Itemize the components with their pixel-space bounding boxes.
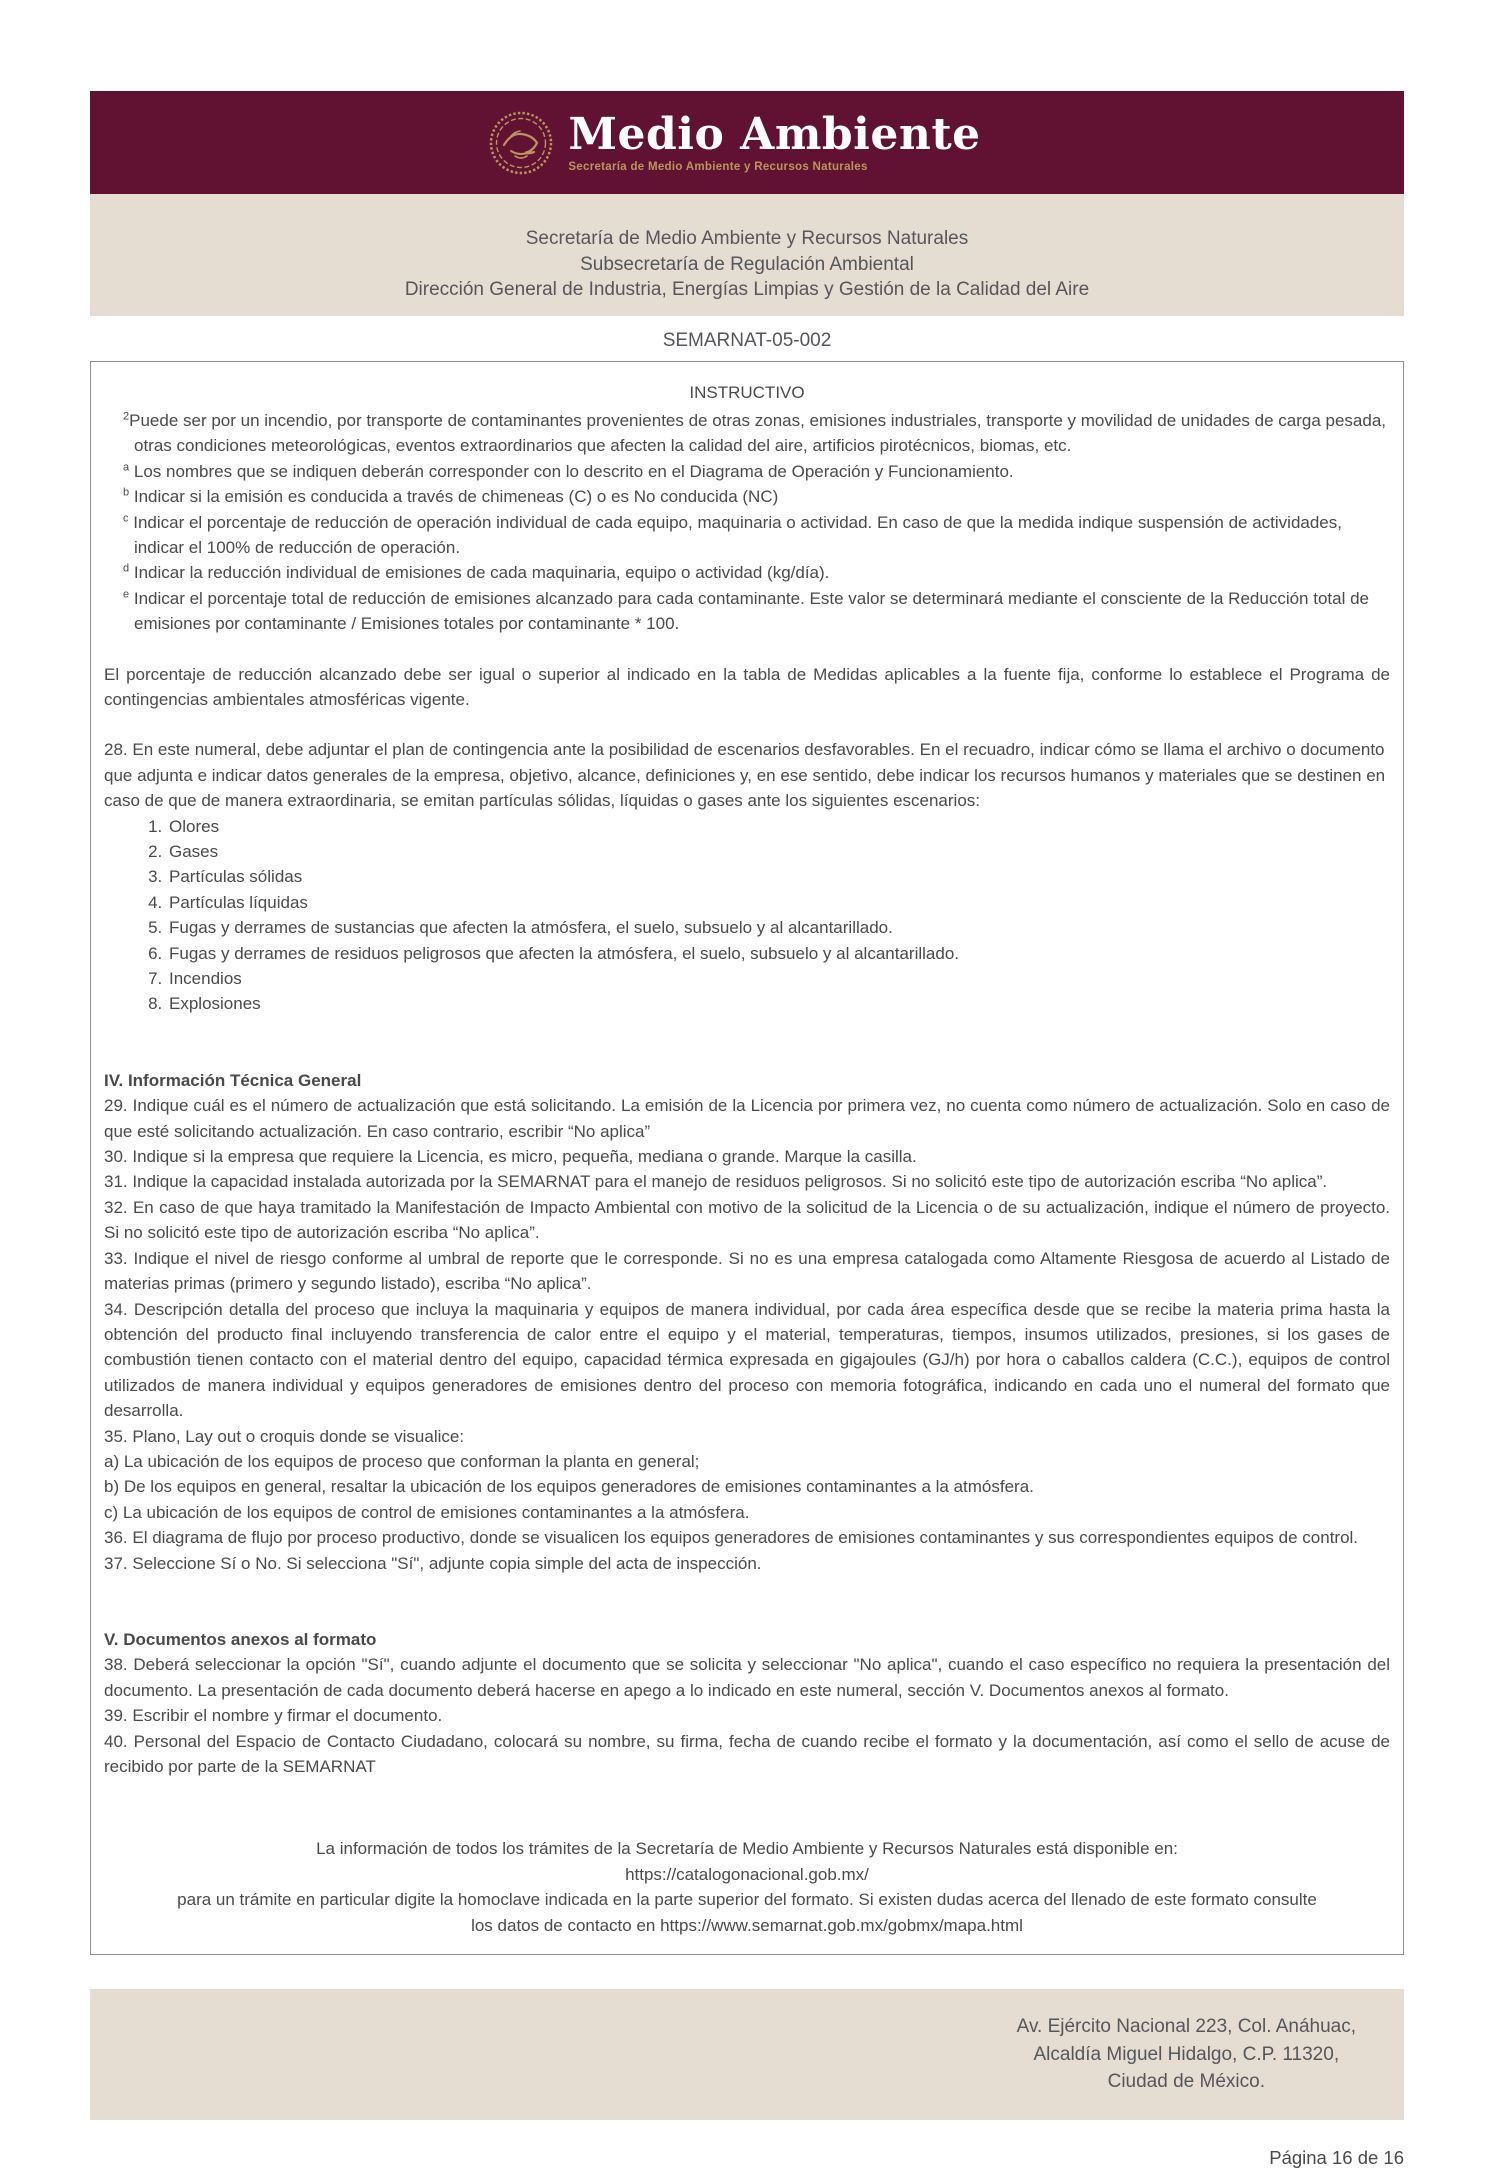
footnote-marker: a bbox=[123, 461, 130, 474]
scenario-item: 4. Partículas líquidas bbox=[167, 890, 1390, 915]
semarnat-contact-url: los datos de contacto en https://www.semarnat.gob.mx/gobmx/mapa.html bbox=[471, 1915, 1023, 1935]
instruction-item-29: 29. Indique cuál es el número de actualización que está solicitando. La emisión de la Licencia por primera vez, no cuenta como número de actualización. Solo en caso de que esté solicitando actualización. En caso contrario, escribir “No aplica” bbox=[104, 1096, 1390, 1141]
footnote-e bbox=[123, 586, 1390, 637]
section-4-items bbox=[104, 1093, 1390, 1576]
instructivo-title: INSTRUCTIVO bbox=[689, 382, 805, 402]
brand-header-band bbox=[90, 91, 1404, 194]
instruction-item-31: 31. Indique la capacidad instalada autorizada por la SEMARNAT para el manejo de residuos peligrosos. Si no solicitó este tipo de autorización escriba “No aplica”. bbox=[104, 1172, 1328, 1192]
logo-title: Medio Ambiente bbox=[568, 109, 981, 160]
tramites-info-note bbox=[104, 1836, 1390, 1938]
instruction-item-38: 38. Deberá seleccionar la opción "Sí", cuando adjunte el documento que se solicita y seleccionar "No aplica", cuando el caso específico no requiera la presentación del documento. La presentación de cada documento deberá hacerse en apego a lo indicado en este numeral, sección V. Documentos anexos al formato. bbox=[104, 1655, 1390, 1700]
footnote-marker: 2 bbox=[123, 410, 130, 423]
address-line-municipality: Alcaldía Miguel Hidalgo, C.P. 11320, bbox=[1033, 2043, 1340, 2065]
footnote-a bbox=[123, 459, 1390, 484]
page-number: Página 16 de 16 bbox=[1269, 2147, 1404, 2169]
paragraph-reduction: El porcentaje de reducción alcanzado debe ser igual o superior al indicado en la tabla de Medidas aplicables a la fuente fija, conforme lo establece el Programa de contingencias ambientales atmosféricas vigente. bbox=[104, 664, 1390, 709]
scenario-item: 2. Gases bbox=[167, 839, 1390, 864]
scenario-item: 6. Fugas y derrames de residuos peligrosos que afecten la atmósfera, el suelo, subsuelo y al alcantarillado. bbox=[167, 941, 1390, 966]
footnote-2 bbox=[123, 408, 1390, 459]
footnote-text: Indicar el porcentaje de reducción de operación individual de cada equipo, maquinaria o actividad. En caso de que la medida indique suspensión de actividades, indicar el 100% de reducción de operación. bbox=[133, 512, 1342, 557]
footnote-marker: d bbox=[123, 562, 130, 575]
footnote-text: Indicar si la emisión es conducida a través de chimeneas (C) o es No conducida (NC) bbox=[133, 487, 779, 507]
instruction-item-35: 35. Plano, Lay out o croquis donde se visualice: bbox=[104, 1426, 465, 1446]
instruction-item-35c: c) La ubicación de los equipos de control de emisiones contaminantes a la atmósfera. bbox=[104, 1502, 750, 1522]
instruction-item-35a: a) La ubicación de los equipos de proceso que conforman la planta en general; bbox=[104, 1451, 700, 1471]
catalogo-nacional-url: https://catalogonacional.gob.mx/ bbox=[625, 1864, 869, 1884]
footnote-text: Puede ser por un incendio, por transporte de contaminantes provenientes de otras zonas, emisiones industriales, transporte y movilidad de unidades de carga pesada, otras condiciones meteorológicas, eventos extraordinarios que afecten la calidad del aire, artificios pirotécnicos, biomas, etc. bbox=[129, 410, 1386, 456]
instruction-item-30: 30. Indique si la empresa que requiere la Licencia, es micro, pequeña, mediana o grande. Marque la casilla. bbox=[104, 1147, 917, 1167]
subheader-line-direccion: Dirección General de Industria, Energías Limpias y Gestión de la Calidad del Aire bbox=[404, 279, 1090, 300]
section-5-items bbox=[104, 1652, 1390, 1779]
section-5-heading: V. Documentos anexos al formato bbox=[104, 1629, 377, 1649]
instruction-item-35b: b) De los equipos en general, resaltar la ubicación de los equipos generadores de emisiones contaminantes a la atmósfera. bbox=[104, 1477, 1034, 1497]
instruction-item-34: 34. Descripción detalla del proceso que incluya la maquinaria y equipos de manera individual, por cada área específica desde que se recibe la materia prima hasta la obtención del producto final incluyendo transferencia de calor entre el equipo y el material, temperaturas, tiempos, insumos utilizados, presiones, si los gases de combustión tienen contacto con el material dentro del equipo, capacidad térmica expresada en gigajoules (GJ/h) por hora o caballos caldera (C.C.), equipos de control utilizados de manera individual y equipos generadores de emisiones dentro del proceso con memoria fotográfica, indicando en cada uno el numeral del formato que desarrolla. bbox=[104, 1299, 1390, 1421]
form-code: SEMARNAT-05-002 bbox=[662, 329, 832, 351]
footnote-text: Indicar el porcentaje total de reducción de emisiones alcanzado para cada contaminante. Este valor se determinará mediante el consciente de la Reducción total de emisiones por contaminante / Emisiones totales por contaminante * 100. bbox=[133, 588, 1369, 634]
scenario-item: 3. Partículas sólidas bbox=[167, 864, 1390, 889]
footer-address-band bbox=[90, 1989, 1404, 2120]
subheader-line-secretaria: Secretaría de Medio Ambiente y Recursos Naturales bbox=[525, 228, 969, 249]
scenario-item: 5. Fugas y derrames de sustancias que afecten la atmósfera, el suelo, subsuelo y al alcantarillado. bbox=[167, 915, 1390, 940]
logo-subtitle: Secretaría de Medio Ambiente y Recursos Naturales bbox=[568, 161, 868, 173]
instructivo-box bbox=[90, 361, 1404, 1956]
footnote-c bbox=[123, 510, 1390, 561]
footnote-b bbox=[123, 484, 1390, 509]
address-block bbox=[1017, 2013, 1356, 2096]
footnote-text: Indicar la reducción individual de emisiones de cada maquinaria, equipo o actividad (kg/día). bbox=[133, 563, 830, 583]
subheader-line-subsecretaria: Subsecretaría de Regulación Ambiental bbox=[580, 253, 914, 275]
footnote-text: Los nombres que se indiquen deberán corresponder con lo descrito en el Diagrama de Operación y Funcionamiento. bbox=[133, 461, 1014, 481]
instruction-item-32: 32. En caso de que haya tramitado la Manifestación de Impacto Ambiental con motivo de la solicitud de la Licencia o de su actualización, indique el número de proyecto. Si no solicitó este tipo de autorización escriba “No aplica”. bbox=[104, 1197, 1390, 1243]
scenario-list bbox=[104, 814, 1390, 1017]
document-page bbox=[90, 0, 1404, 2169]
footnote-d bbox=[123, 560, 1390, 585]
address-line-street: Av. Ejército Nacional 223, Col. Anáhuac, bbox=[1016, 2016, 1356, 2038]
instruction-item-40: 40. Personal del Espacio de Contacto Ciudadano, colocará su nombre, su firma, fecha de cuando recibe el formato y la documentación, así como el sello de acuse de recibido por parte de la SEMARNAT bbox=[104, 1731, 1390, 1776]
mexican-coat-of-arms-seal-icon bbox=[489, 111, 553, 175]
section-4-heading: IV. Información Técnica General bbox=[104, 1070, 362, 1090]
address-line-city: Ciudad de México. bbox=[1107, 2071, 1265, 2093]
paragraph-item-28: 28. En este numeral, debe adjuntar el plan de contingencia ante la posibilidad de escenarios desfavorables. En el recuadro, indicar cómo se llama el archivo o documento que adjunta e indicar datos generales de la empresa, objetivo, alcance, definiciones y, en ese sentido, debe indicar los recursos humanos y materiales que se destinen en caso de que de manera extraordinaria, se emitan partículas sólidas, líquidas o gases ante los siguientes escenarios: bbox=[104, 740, 1386, 811]
instruction-item-33: 33. Indique el nivel de riesgo conforme al umbral de reporte que le corresponde. Si no es una empresa catalogada como Altamente Riesgosa de acuerdo al Listado de materias primas (primero y segundo listado), escriba “No aplica”. bbox=[104, 1248, 1390, 1294]
instruction-item-37: 37. Seleccione Sí o No. Si selecciona "Sí", adjunte copia simple del acta de inspección. bbox=[104, 1553, 762, 1573]
scenario-item: 1. Olores bbox=[167, 814, 1390, 839]
footnote-marker: c bbox=[123, 511, 129, 524]
footnote-marker: b bbox=[123, 486, 130, 499]
info-note-line: La información de todos los trámites de la Secretaría de Medio Ambiente y Recursos Naturales está disponible en: bbox=[316, 1839, 1178, 1859]
instruction-item-36: 36. El diagrama de flujo por proceso productivo, donde se visualicen los equipos generadores de emisiones contaminantes y sus correspondientes equipos de control. bbox=[104, 1528, 1359, 1548]
footnotes-block bbox=[104, 408, 1390, 637]
subheader-band bbox=[90, 194, 1404, 316]
scenario-item: 8. Explosiones bbox=[167, 991, 1390, 1016]
instruction-item-39: 39. Escribir el nombre y firmar el documento. bbox=[104, 1706, 443, 1726]
gobmx-medio-ambiente-logo bbox=[489, 111, 980, 175]
info-note-line: para un trámite en particular digite la homoclave indicada en la parte superior del formato. Si existen dudas acerca del llenado de este formato consulte bbox=[177, 1890, 1317, 1910]
scenario-item: 7. Incendios bbox=[167, 966, 1390, 991]
footnote-marker: e bbox=[123, 588, 130, 601]
